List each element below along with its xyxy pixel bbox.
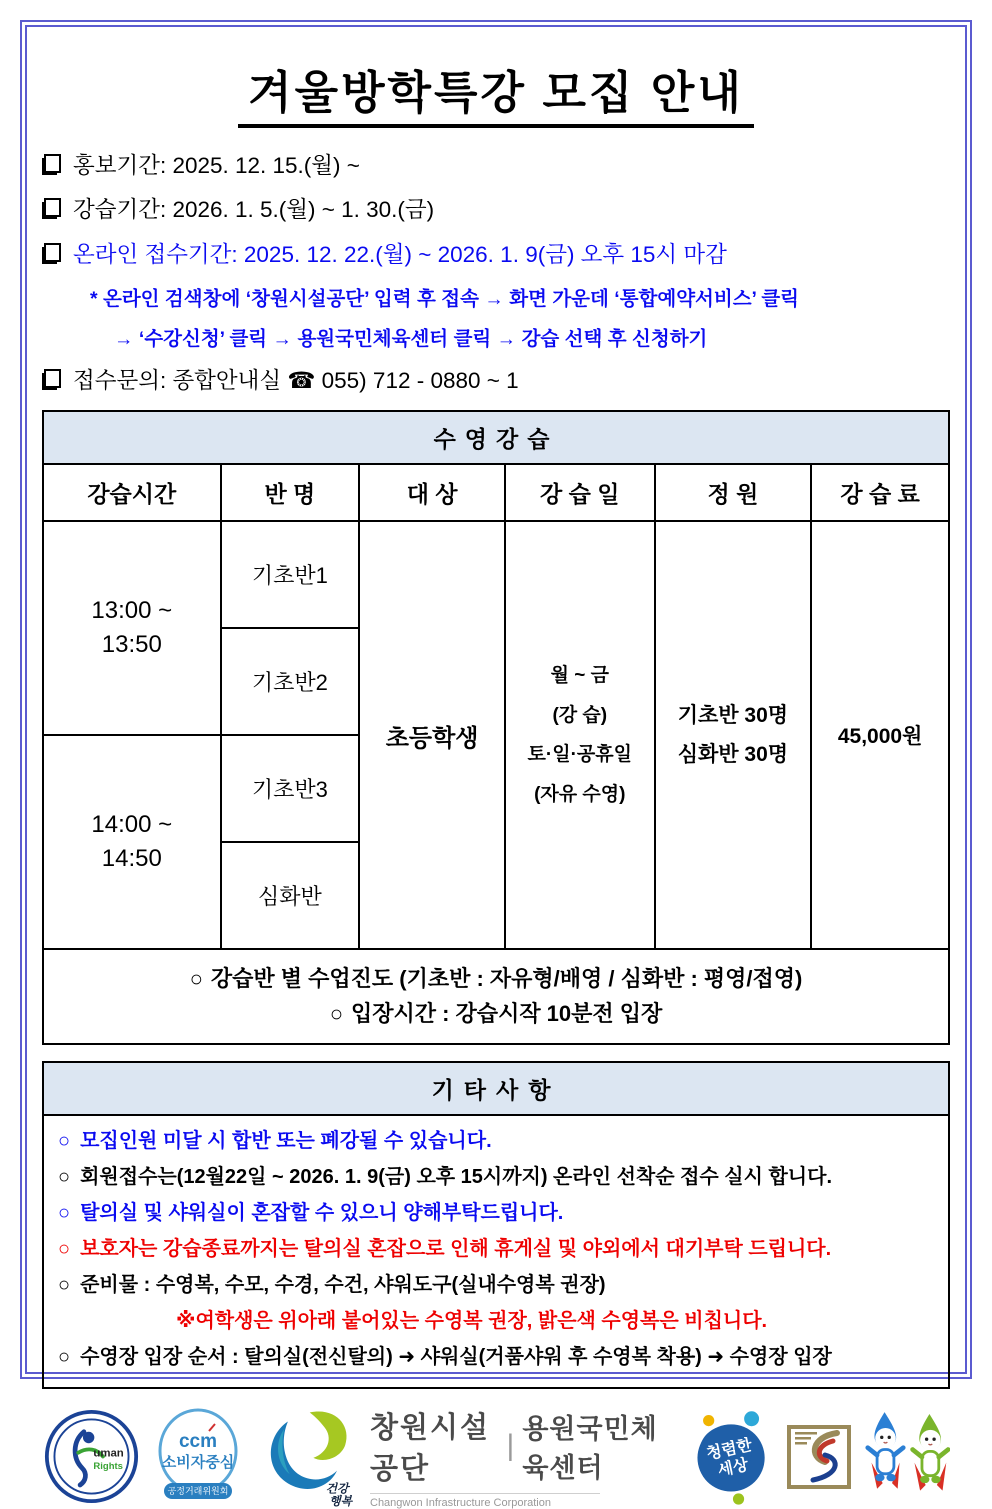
days-line: 토·일·공휴일: [527, 744, 632, 766]
info-item-promotion-period: [42, 151, 950, 180]
cell-lesson-days: [505, 521, 654, 949]
cell-class-advanced: 심화반: [221, 842, 360, 949]
corporation-name: 창원시설공단: [370, 1411, 491, 1485]
etc-text: 모집인원 미달 시 합반 또는 폐강될 수 있습니다.: [80, 1129, 492, 1152]
col-header-capacity: 정 원: [655, 464, 812, 521]
note-line: [58, 962, 934, 996]
info-text: 온라인 접수기간: 2025. 12. 22.(월) ~ 2026. 1. 9(금) 오후 15시 마감: [73, 241, 727, 267]
etc-item-entry-order: [58, 1344, 936, 1371]
info-item-lesson-period: [42, 195, 950, 224]
cell-time-1300: [43, 521, 221, 735]
online-registration-instructions: [42, 284, 950, 354]
etc-section-title: 기타사항: [44, 1063, 948, 1116]
info-text: 강습기간: 2026. 1. 5.(월) ~ 1. 30.(금): [73, 197, 435, 223]
circle-bullet: ○: [58, 1273, 71, 1296]
footer-logos: [42, 1405, 950, 1509]
time-line: 14:00 ~: [91, 810, 173, 838]
changwon-wordmark: [370, 1405, 677, 1509]
cell-target: 초등학생: [359, 521, 505, 949]
instruction-line-1: * 온라인 검색창에 ‘창원시설공단’ 입력 후 접속 → 화면 가운데 ‘통합예약서비스’ 클릭: [90, 287, 799, 310]
svg-text:공정거래위원회: 공정거래위원회: [167, 1485, 229, 1496]
ccm-consumer-centered-logo-icon: [152, 1407, 244, 1507]
svg-text:세상: 세상: [716, 1456, 750, 1480]
days-line: 월 ~ 금: [550, 664, 609, 686]
circle-bullet: ○: [189, 966, 203, 992]
etc-item-swimsuit-note: [176, 1308, 936, 1335]
capacity-line: 심화반 30명: [677, 743, 789, 767]
etc-item-supplies: [58, 1272, 936, 1299]
divider: |: [506, 1428, 515, 1462]
etc-item-locker-notice: [58, 1200, 936, 1227]
checkbox-icon: [44, 198, 61, 217]
cell-class-basic3: 기초반3: [221, 735, 360, 842]
etc-text: 수영장 입장 순서 : 탈의실(전신탈의) ➜ 샤워실(거품샤워 후 수영복 착용) ➜ 수영장 입장: [80, 1345, 832, 1368]
col-header-fee: 강 습 료: [811, 464, 949, 521]
cell-class-basic2: 기초반2: [221, 628, 360, 735]
svg-text:uman: uman: [93, 1447, 124, 1460]
contact-text: 접수문의: 종합안내실 ☎ 055) 712 - 0880 ~ 1: [73, 368, 519, 394]
etc-item-guardian-notice: [58, 1236, 936, 1263]
time-line: 13:50: [101, 631, 162, 659]
info-list: [42, 151, 950, 395]
human-rights-logo-icon: [44, 1409, 139, 1504]
capacity-line: 기초반 30명: [677, 703, 789, 727]
integrity-world-logo-icon: [690, 1407, 774, 1507]
col-header-target: 대 상: [359, 464, 505, 521]
info-item-registration-period: [42, 240, 950, 269]
center-name: 용원국민체육센터: [522, 1413, 658, 1483]
swim-table-notes: [43, 949, 949, 1043]
svg-text:소비자중심: 소비자중심: [161, 1453, 235, 1471]
checkbox-icon: [44, 154, 61, 173]
swim-table-header-row: [43, 464, 949, 521]
note-text: 입장시간 : 강습시작 10분전 입장: [351, 1000, 663, 1026]
circle-bullet: ○: [58, 1345, 71, 1368]
time-line: 13:00 ~: [91, 596, 173, 624]
svg-text:행복: 행복: [329, 1493, 353, 1508]
svg-text:건강: 건강: [325, 1481, 349, 1496]
circle-bullet: ○: [58, 1237, 71, 1260]
instruction-line-2: → ‘수강신청’ 클릭 → 용원국민체육센터 클릭 → 강습 선택 후 신청하기: [114, 327, 708, 350]
etc-item-registration: [58, 1164, 936, 1191]
circle-bullet: ○: [329, 1000, 343, 1026]
circle-bullet: ○: [58, 1201, 71, 1224]
svg-text:ccm: ccm: [178, 1430, 218, 1452]
svg-text:청렴한: 청렴한: [705, 1436, 754, 1463]
page-title: 겨울방학특강 모집 안내: [42, 56, 950, 121]
etc-text: 보호자는 강습종료까지는 탈의실 혼잡으로 인해 휴게실 및 야외에서 대기부탁 드립니다.: [80, 1237, 832, 1260]
days-line: (자유 수영): [534, 784, 626, 806]
svg-text:Rights: Rights: [93, 1460, 123, 1472]
circle-bullet: ○: [58, 1165, 71, 1188]
col-header-time: 강습시간: [43, 464, 221, 521]
checkbox-icon: [44, 369, 61, 388]
swim-table-title: 수영강습: [43, 411, 949, 464]
note-text: 강습반 별 수업진도 (기초반 : 자유형/배영 / 심화반 : 평영/접영): [210, 966, 803, 992]
info-item-contact: [42, 366, 950, 395]
service-quality-cert-icon: [787, 1425, 851, 1489]
etc-text: 준비물 : 수영복, 수모, 수경, 수건, 샤워도구(실내수영복 권장): [80, 1273, 606, 1296]
changwon-swoosh-logo-icon: [257, 1405, 357, 1509]
cell-class-basic1: 기초반1: [221, 521, 360, 628]
days-line: (강 습): [552, 704, 608, 726]
etc-section: [42, 1061, 950, 1389]
cell-time-1400: [43, 735, 221, 949]
swim-lesson-table: [42, 410, 950, 1044]
etc-items: [44, 1116, 948, 1387]
cell-capacity: [655, 521, 812, 949]
mascot-characters-icon: [864, 1409, 950, 1505]
etc-text: 탈의실 및 샤워실이 혼잡할 수 있으니 양해부탁드립니다.: [80, 1201, 564, 1224]
cell-fee: 45,000원: [811, 521, 949, 949]
corporation-name-english: Changwon Infrastructure Corporation: [370, 1493, 600, 1509]
circle-bullet: ○: [58, 1129, 71, 1152]
col-header-class: 반 명: [221, 464, 360, 521]
time-line: 14:50: [101, 845, 162, 873]
info-text: 홍보기간: 2025. 12. 15.(월) ~: [73, 153, 360, 178]
etc-text: 회원접수는(12월22일 ~ 2026. 1. 9(금) 오후 15시까지) 온라인 선착순 접수 실시 합니다.: [80, 1165, 833, 1188]
etc-text: ※여학생은 위아래 붙어있는 수영복 권장, 밝은색 수영복은 비칩니다.: [176, 1309, 768, 1332]
checkbox-icon: [44, 243, 61, 262]
table-row: [43, 521, 949, 628]
note-line: [58, 997, 934, 1031]
etc-item-merge-notice: [58, 1128, 936, 1155]
col-header-days: 강 습 일: [505, 464, 654, 521]
